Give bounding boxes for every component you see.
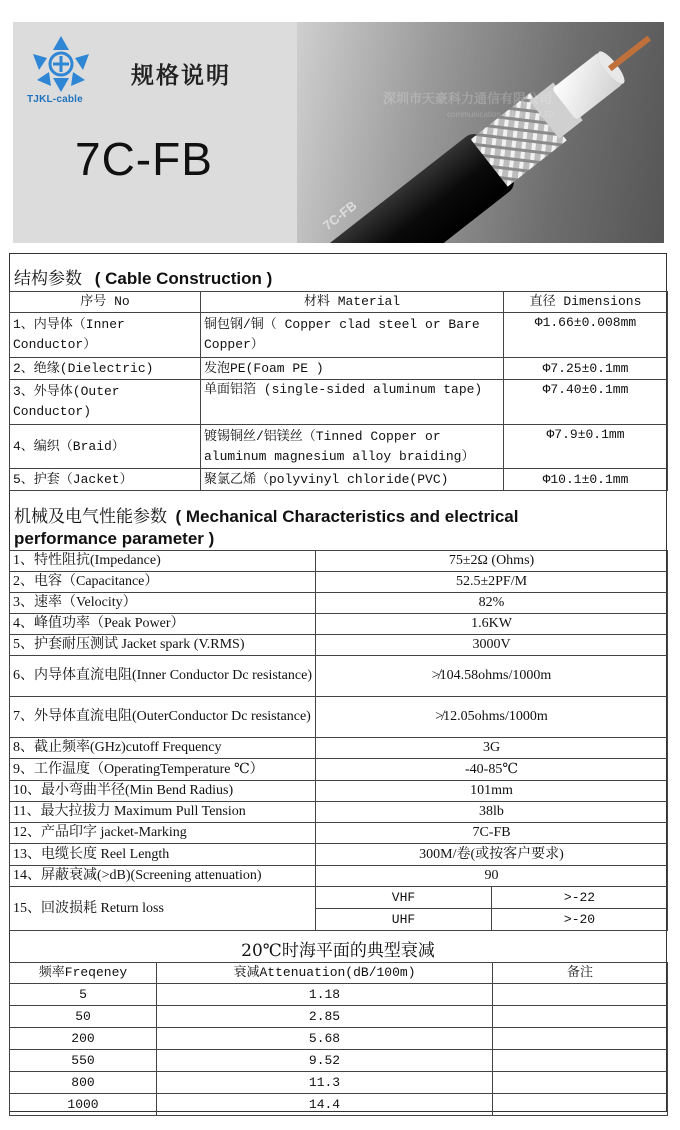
table-row xyxy=(10,656,668,697)
note-cell xyxy=(493,1050,668,1072)
param-value: 38lb xyxy=(316,802,668,823)
atten-cell: 11.3 xyxy=(157,1072,493,1094)
mechanical-title-cn: 机械及电气性能参数 xyxy=(14,507,167,526)
param-name: 14、屏蔽衰减(>dB)(Screening attenuation) xyxy=(10,866,316,887)
atten-cell: 14.4 xyxy=(157,1094,493,1116)
param-value: 101mm xyxy=(316,781,668,802)
header-cell: 备注 xyxy=(493,963,668,984)
table-row xyxy=(10,844,668,866)
material-cell: 单面铝箔 (single-sided aluminum tape) xyxy=(201,380,504,425)
param-name: 12、产品印字 jacket-Marking xyxy=(10,823,316,844)
attenuation-table xyxy=(9,962,668,1116)
table-row xyxy=(10,469,668,491)
table-row xyxy=(10,887,668,909)
table-row xyxy=(10,1094,668,1116)
param-value: 82% xyxy=(316,593,668,614)
table-row xyxy=(10,1006,668,1028)
item-cell: 2、绝缘(Dielectric) xyxy=(10,358,201,380)
atten-cell: 9.52 xyxy=(157,1050,493,1072)
param-value: 3000V xyxy=(316,635,668,656)
freq-cell: 550 xyxy=(10,1050,157,1072)
param-name: 6、内导体直流电阻(Inner Conductor Dc resistance) xyxy=(10,656,316,697)
table-header-row xyxy=(10,963,668,984)
logo-text: TJKL-cable xyxy=(27,94,83,105)
band-value: >-20 xyxy=(492,909,668,931)
header-cell: 材料 Material xyxy=(201,292,504,313)
note-cell xyxy=(493,1006,668,1028)
table-row xyxy=(10,313,668,358)
param-name: 9、工作温度（OperatingTemperature ℃） xyxy=(10,759,316,781)
material-cell: 发泡PE(Foam PE ) xyxy=(201,358,504,380)
table-row xyxy=(10,866,668,887)
band-cell: UHF xyxy=(316,909,492,931)
param-value: 90 xyxy=(316,866,668,887)
attenuation-title: 20℃时海平面的典型衰减 xyxy=(241,941,435,961)
header-banner xyxy=(13,22,664,243)
param-name: 1、特性阻抗(Impedance) xyxy=(10,551,316,572)
cable-marking-label: 7C-FB xyxy=(320,197,360,234)
table-row xyxy=(10,697,668,738)
banner-left-panel xyxy=(13,22,297,243)
freq-cell: 5 xyxy=(10,984,157,1006)
construction-title-en: ( Cable Construction ) xyxy=(94,269,273,288)
table-row xyxy=(10,380,668,425)
material-cell: 镀锡铜丝/铝镁丝（Tinned Copper or aluminum magnesium alloy braiding） xyxy=(201,425,504,469)
spec-sheet xyxy=(9,253,667,1112)
param-name: 8、截止频率(GHz)cutoff Frequency xyxy=(10,738,316,759)
table-row xyxy=(10,984,668,1006)
dimension-cell: Φ7.9±0.1mm xyxy=(504,425,668,469)
table-row xyxy=(10,1050,668,1072)
spec-title: 规格说明 xyxy=(131,63,231,89)
param-value: 52.5±2PF/M xyxy=(316,572,668,593)
dimension-cell: Φ1.66±0.008mm xyxy=(504,313,668,358)
param-name: 10、最小弯曲半径(Min Bend Radius) xyxy=(10,781,316,802)
band-value: >-22 xyxy=(492,887,668,909)
dimension-cell: Φ7.40±0.1mm xyxy=(504,380,668,425)
param-value: 1.6KW xyxy=(316,614,668,635)
param-name: 15、回波损耗 Return loss xyxy=(10,887,316,931)
freq-cell: 50 xyxy=(10,1006,157,1028)
atten-cell: 1.18 xyxy=(157,984,493,1006)
item-cell: 3、外导体(Outer Conductor) xyxy=(10,380,201,425)
freq-cell: 800 xyxy=(10,1072,157,1094)
table-row xyxy=(10,593,668,614)
table-row xyxy=(10,802,668,823)
mechanical-table xyxy=(9,550,668,931)
dimension-cell: Φ7.25±0.1mm xyxy=(504,358,668,380)
table-row xyxy=(10,358,668,380)
table-row xyxy=(10,551,668,572)
header-cell: 序号 No xyxy=(10,292,201,313)
table-row xyxy=(10,1028,668,1050)
param-value: ≯12.05ohms/1000m xyxy=(316,697,668,738)
table-row xyxy=(10,425,668,469)
watermark-cn: 深圳市天豪科力通信有限公司 xyxy=(383,92,553,107)
param-name: 7、外导体直流电阻(OuterConductor Dc resistance) xyxy=(10,697,316,738)
table-row xyxy=(10,635,668,656)
table-row xyxy=(10,572,668,593)
table-row xyxy=(10,1072,668,1094)
model-title: 7C-FB xyxy=(75,133,213,185)
item-cell: 1、内导体（Inner Conductor） xyxy=(10,313,201,358)
construction-table xyxy=(9,291,668,491)
param-value: 7C-FB xyxy=(316,823,668,844)
freq-cell: 1000 xyxy=(10,1094,157,1116)
header-cell: 衰减Attenuation(dB/100m) xyxy=(157,963,493,984)
param-name: 5、护套耐压测试 Jacket spark (V.RMS) xyxy=(10,635,316,656)
param-value: 3G xyxy=(316,738,668,759)
mechanical-section-title xyxy=(10,506,654,550)
note-cell xyxy=(493,1072,668,1094)
param-name: 3、速率（Velocity） xyxy=(10,593,316,614)
dimension-cell: Φ10.1±0.1mm xyxy=(504,469,668,491)
mechanical-title-en-2: performance parameter ) xyxy=(14,529,215,548)
param-name: 4、峰值功率（Peak Power） xyxy=(10,614,316,635)
note-cell xyxy=(493,1094,668,1116)
material-cell: 聚氯乙烯（polyvinyl chloride(PVC) xyxy=(201,469,504,491)
header-cell: 频率Freqeney xyxy=(10,963,157,984)
cable-photo xyxy=(297,22,664,243)
watermark-en: communication cable co., LTD xyxy=(447,110,555,119)
item-cell: 5、护套（Jacket） xyxy=(10,469,201,491)
table-row xyxy=(10,823,668,844)
note-cell xyxy=(493,984,668,1006)
freq-cell: 200 xyxy=(10,1028,157,1050)
param-value: ≯104.58ohms/1000m xyxy=(316,656,668,697)
mechanical-title-en-1: ( Mechanical Characteristics and electrical xyxy=(175,507,519,526)
atten-cell: 5.68 xyxy=(157,1028,493,1050)
param-value: 75±2Ω (Ohms) xyxy=(316,551,668,572)
construction-title-cn: 结构参数 xyxy=(14,269,82,288)
header-cell: 直径 Dimensions xyxy=(504,292,668,313)
param-value: 300M/卷(或按客户要求) xyxy=(316,844,668,866)
note-cell xyxy=(493,1028,668,1050)
table-row xyxy=(10,614,668,635)
param-name: 13、电缆长度 Reel Length xyxy=(10,844,316,866)
table-header-row xyxy=(10,292,668,313)
table-row xyxy=(10,738,668,759)
table-row xyxy=(10,759,668,781)
cable-image-icon xyxy=(297,22,664,243)
item-cell: 4、编织（Braid） xyxy=(10,425,201,469)
atten-cell: 2.85 xyxy=(157,1006,493,1028)
construction-section-title xyxy=(10,268,272,290)
param-value: -40-85℃ xyxy=(316,759,668,781)
material-cell: 铜包钢/铜（ Copper clad steel or Bare Copper） xyxy=(201,313,504,358)
param-name: 2、电容（Capacitance） xyxy=(10,572,316,593)
table-row xyxy=(10,781,668,802)
company-logo-icon xyxy=(29,34,93,94)
band-cell: VHF xyxy=(316,887,492,909)
param-name: 11、最大拉拔力 Maximum Pull Tension xyxy=(10,802,316,823)
